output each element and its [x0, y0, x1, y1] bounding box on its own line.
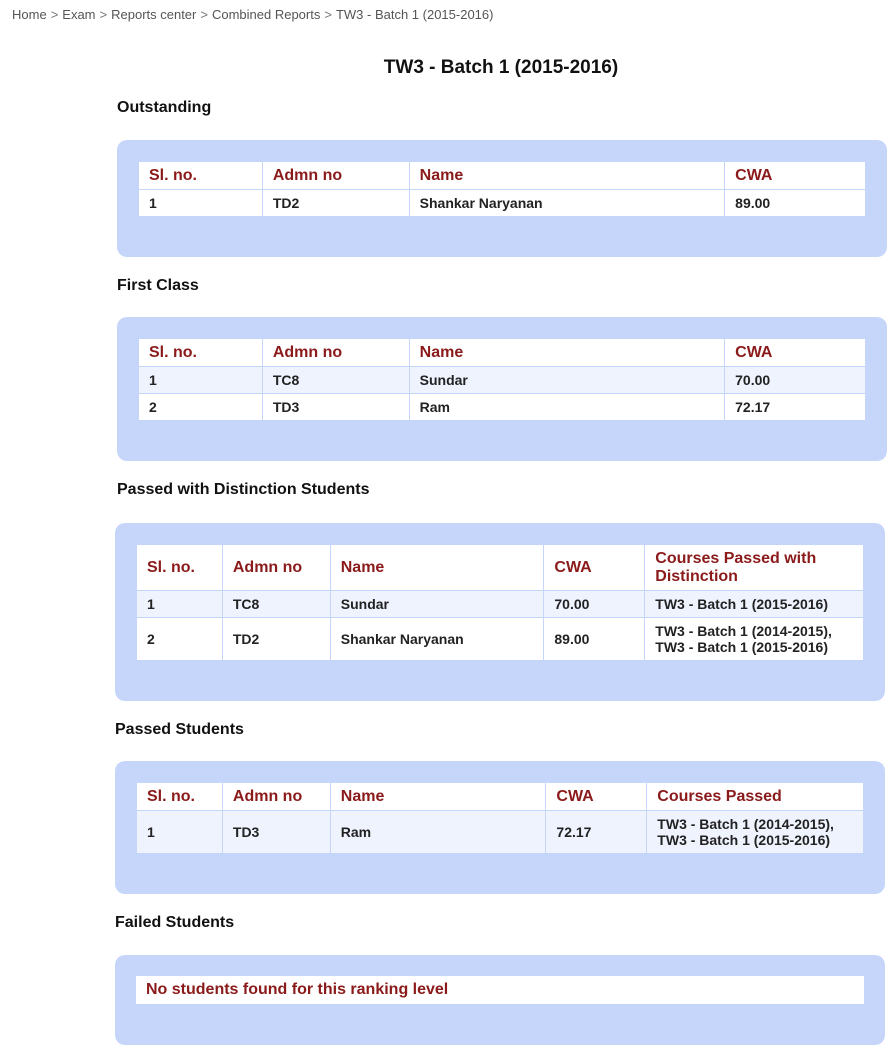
- cell-sl-no: 1: [139, 190, 263, 217]
- cell-admn-no: TC8: [262, 367, 409, 394]
- section-title-first-class: First Class: [117, 277, 199, 294]
- col-header-name: Name: [409, 339, 724, 367]
- col-header-sl-no: Sl. no.: [139, 339, 263, 367]
- table-row: [139, 367, 866, 394]
- breadcrumb-separator: >: [99, 7, 108, 22]
- table-header-row: [137, 545, 864, 591]
- cell-cwa: 70.00: [725, 367, 866, 394]
- cell-sl-no: 1: [139, 367, 263, 394]
- cell-name: Ram: [409, 394, 724, 421]
- cell-name: Sundar: [409, 367, 724, 394]
- col-header-name: Name: [409, 162, 725, 190]
- cell-name: Sundar: [330, 591, 544, 618]
- cell-courses: TW3 - Batch 1 (2015-2016): [645, 591, 864, 618]
- breadcrumb-home[interactable]: Home: [12, 7, 47, 22]
- col-header-cwa: CWA: [725, 339, 866, 367]
- table-header-row: [139, 162, 866, 190]
- breadcrumb-combined-reports[interactable]: Combined Reports: [211, 7, 321, 22]
- breadcrumb: [12, 7, 493, 22]
- col-header-admn-no: Admn no: [262, 339, 409, 367]
- table-row: [137, 618, 864, 661]
- first-class-table: [138, 338, 866, 421]
- col-header-admn-no: Admn no: [222, 783, 330, 811]
- cell-admn-no: TD2: [222, 618, 330, 661]
- col-header-sl-no: Sl. no.: [137, 783, 223, 811]
- section-title-passed: Passed Students: [115, 721, 244, 738]
- section-title-outstanding: Outstanding: [117, 99, 212, 116]
- breadcrumb-separator: >: [324, 7, 332, 22]
- section-title-failed: Failed Students: [115, 914, 235, 931]
- cell-admn-no: TC8: [222, 591, 330, 618]
- col-header-cwa: CWA: [544, 545, 645, 591]
- table-row: [139, 190, 866, 217]
- cell-cwa: 89.00: [544, 618, 645, 661]
- cell-cwa: 70.00: [544, 591, 645, 618]
- empty-state-message: No students found for this ranking level: [136, 976, 864, 1004]
- breadcrumb-exam[interactable]: Exam: [62, 7, 96, 22]
- cell-sl-no: 1: [137, 591, 223, 618]
- breadcrumb-separator: >: [50, 7, 59, 22]
- table-row: [137, 811, 864, 854]
- section-title-distinction: Passed with Distinction Students: [117, 481, 370, 498]
- cell-name: Shankar Naryanan: [330, 618, 544, 661]
- table-row: [139, 394, 866, 421]
- cell-cwa: 72.17: [546, 811, 647, 854]
- col-header-sl-no: Sl. no.: [139, 162, 263, 190]
- cell-cwa: 72.17: [725, 394, 866, 421]
- cell-admn-no: TD3: [222, 811, 330, 854]
- col-header-cwa: CWA: [725, 162, 866, 190]
- col-header-sl-no: Sl. no.: [137, 545, 223, 591]
- cell-sl-no: 2: [137, 618, 223, 661]
- col-header-admn-no: Admn no: [262, 162, 409, 190]
- col-header-courses-passed: Courses Passed: [647, 783, 864, 811]
- cell-courses: TW3 - Batch 1 (2014-2015), TW3 - Batch 1 (2015-2016): [645, 618, 864, 661]
- cell-admn-no: TD3: [262, 394, 409, 421]
- cell-courses: TW3 - Batch 1 (2014-2015), TW3 - Batch 1 (2015-2016): [647, 811, 864, 854]
- cell-cwa: 89.00: [725, 190, 866, 217]
- cell-sl-no: 1: [137, 811, 223, 854]
- breadcrumb-current: TW3 - Batch 1 (2015-2016): [335, 7, 494, 22]
- breadcrumb-reports-center[interactable]: Reports center: [111, 7, 197, 22]
- outstanding-table: [138, 161, 866, 217]
- col-header-name: Name: [330, 783, 546, 811]
- cell-admn-no: TD2: [262, 190, 409, 217]
- table-header-row: [137, 783, 864, 811]
- col-header-courses-distinction: Courses Passed with Distinction: [645, 545, 864, 591]
- cell-name: Ram: [330, 811, 546, 854]
- col-header-cwa: CWA: [546, 783, 647, 811]
- cell-name: Shankar Naryanan: [409, 190, 725, 217]
- passed-table: [136, 782, 864, 854]
- page-title: TW3 - Batch 1 (2015-2016): [383, 57, 619, 78]
- breadcrumb-separator: >: [200, 7, 208, 22]
- table-row: [137, 591, 864, 618]
- col-header-name: Name: [330, 545, 544, 591]
- table-header-row: [139, 339, 866, 367]
- cell-sl-no: 2: [139, 394, 263, 421]
- col-header-admn-no: Admn no: [222, 545, 330, 591]
- distinction-table: [136, 544, 864, 661]
